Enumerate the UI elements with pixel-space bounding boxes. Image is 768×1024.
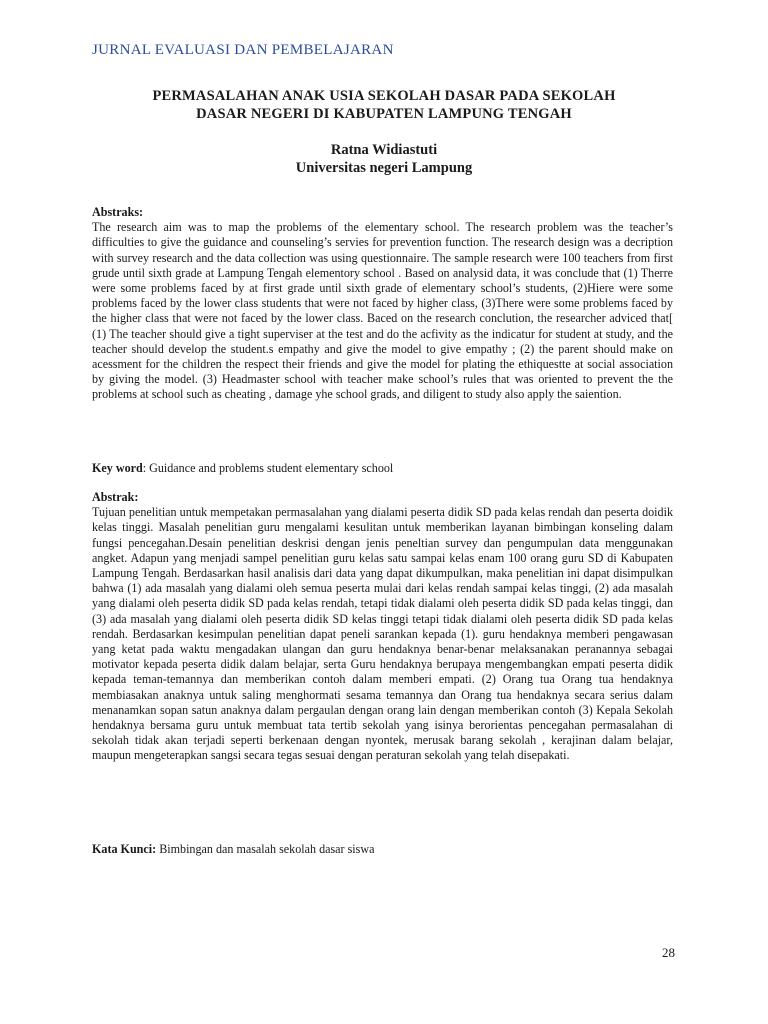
abstract-english [92, 205, 673, 403]
author-block [92, 141, 676, 177]
journal-name: JURNAL EVALUASI DAN PEMBELAJARAN [92, 42, 394, 58]
author-affiliation: Universitas negeri Lampung [295, 160, 473, 176]
title-line-1: PERMASALAHAN ANAK USIA SEKOLAH DASAR PADA SEKOLAH [152, 88, 616, 104]
abstract-english-heading: Abstraks: [92, 205, 144, 219]
keywords-indonesian-text: Bimbingan dan masalah sekolah dasar siswa [156, 842, 375, 856]
page-number: 28 [662, 945, 675, 960]
keywords-indonesian-label: Kata Kunci: [92, 842, 157, 856]
keywords-english-text: : Guidance and problems student elementary school [142, 461, 394, 475]
abstract-indonesian-heading: Abstrak: [92, 490, 139, 504]
keywords-english [92, 461, 676, 476]
author-name: Ratna Widiastuti [330, 142, 438, 158]
abstract-indonesian-text: Tujuan penelitian untuk mempetakan permasalahan yang dialami peserta didik SD pada kelas rendah dan peserta doidik kelas tinggi. Masalah penelitian guru mengalami kesulitan untuk memberikan layanan bimbingan konseling dalam fungsi pencegahan.Desain penelitian deskrisi dengan jenis peneltian survey dan pengumpulan data menggunakan angket. Adapun yang menjadi sampel penelitian guru kelas satu sampai kelas enam 100 orang guru SD di Kabupaten Lampung Tengah. Berdasarkan hasil analisis dari data yang dapat dikumpulkan, maka penelitian ini dapat disimpulkan bahwa (1) ada masalah yang dialami oleh semua peserta mulai dari kelas rendah sampai kelas tinggi, (2) ada masalah yang dialami oleh peserta didik SD pada kelas rendah, tetapi tidak dialami oleh peserta didik SD pada kelas tinggi, dan (3) ada masalah yang dialami oleh peserta didik SD kelas tinggi tetapi tidak dialami oleh peserta didik SD pada kelas rendah. Berdasarkan kesimpulan penelitian dapat peneli sarankan kepada (1). guru hendaknya memberi pengawasan yang ketat pada waktu mengadakan ulangan dan guru hendaknya benar-benar melaksanakan peranannya sebagai motivator kepada peserta didik dalam belajar, serta Guru hendaknya berupaya mengembangkan empati peserta didik kepada teman-temannya dan memberikan contoh dalam memberi empati. (2) Orang tua Orang tua hendaknya membiasakan anaknya untuk saling menghormati sesama temannya dan Orang tua hendaknya secara serius dalam menanamkan sopan satun anaknya dalam pergaulan dengan orang lain dengan memberikan contoh (3) Kepala Sekolah hendaknya bersama guru untuk membuat tata tertib sekolah yang isinya berorientas pencegahan permasalahan di sekolah tidak akan terjadi seperti berkenaan dengan nyontek, merusak barang sekolah , kerajinan dalam belajar, maupun mengeterapkan sangsi secara tegas sesuai dengan peraturan sekolah yang telah disepakati. [92, 505, 673, 763]
keywords-english-label: Key word [92, 461, 143, 475]
abstract-english-text: The research aim was to map the problems of the elementary school. The research problem was the teacher’s difficulties to give the guidance and counseling’s servies for prevention function. The research design was a decription with survey research and the data collection was using questionnaire. The sample research were 100 teachers from first grude until sixth grade at Lampung Tengah elementory school . Based on analysid data, it was conclude that (1) Therre were some problems faced by at first grade until sixth grade of elementary school’s students, (2)Hiere were some problems faced by the lower class students that were not faced by higher class, (3)There were some problems faced by the higher class that were not faced by the lower class. Baced on the research conclution, the researcher adviced that[ (1) The teacher should give a tight superviser at the test and do the acfivity as the indicatur for student at study, and the teacher should develop the student.s empathy and give the model to give empathy ; (2) the parent should make on acessment for the children the respect their friends and give the model for plating the ethiquestte at social association by giving the model. (3) Headmaster school with teacher make school’s rules that was oriented to prevent the the problems at school such as cheating , damage yhe school grads, and diligent to study also apply the saiention. [92, 220, 673, 402]
keywords-indonesian [92, 842, 676, 857]
title-line-2: DASAR NEGERI DI KABUPATEN LAMPUNG TENGAH [196, 106, 572, 122]
paper-title [92, 87, 676, 123]
abstract-indonesian [92, 490, 673, 764]
